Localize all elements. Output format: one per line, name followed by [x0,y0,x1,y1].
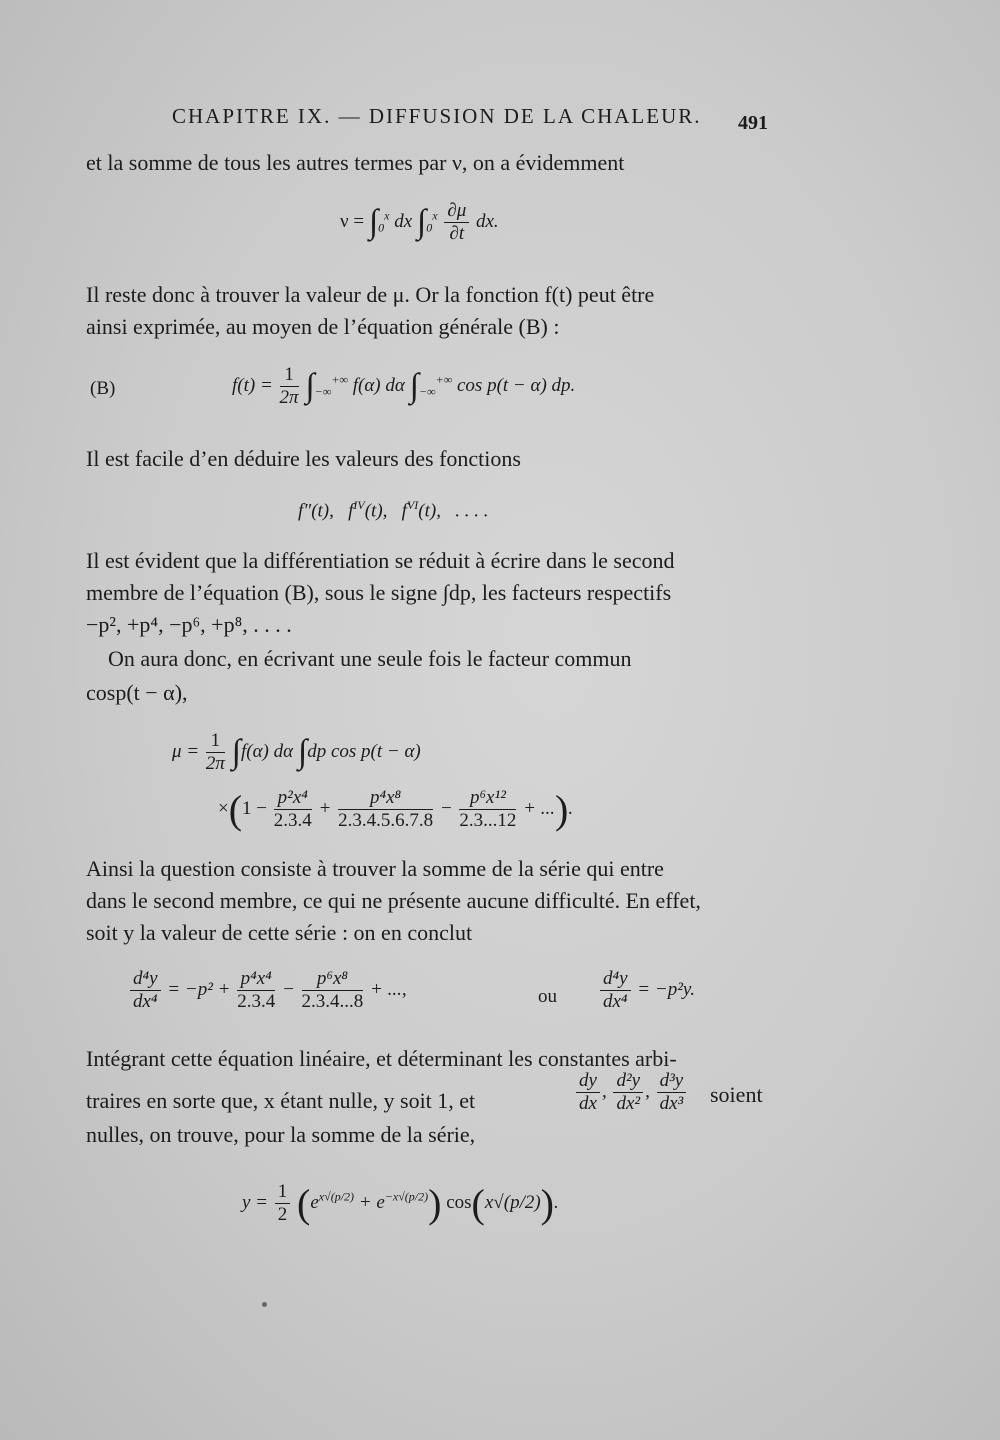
equation-solution: y = $\frac{1}{2}$ $(e^{x√(p/2)} + e^{-x√(p/2)})$ cos(x√(p/2)). [242,1181,559,1226]
equation-d4y-short: $\frac{\text{d⁴y}}{\text{dx⁴}}$ = −p²y. [598,968,695,1013]
equation-functions: f″(t), $f^{IV}(t)$, $f^{VI}(t)$, . . . . [298,498,489,522]
text-line: et la somme de tous les autres termes par ν, on a évidemment [86,150,625,175]
text-line: soient [710,1082,763,1107]
text-line: Intégrant cette équation linéaire, et déterminant les constantes arbi- [86,1046,677,1071]
text-line: Il reste donc à trouver la valeur de μ. Or la fonction f(t) peut être [86,282,655,307]
text-ou: ou [538,986,557,1007]
text-line: Ainsi la question consiste à trouver la somme de la série qui entre [86,856,664,881]
equation-d4y: $\frac{\text{d⁴y}}{\text{dx⁴}}$ = −p² + $\frac{\text{p⁴x⁴}}{2.3.4}$ − $\frac{\text{p⁶x⁸}}{2.3.4...8}$ + ..., [128,968,407,1013]
text-line: traires en sorte que, x étant nulle, y soit 1, et [86,1088,476,1113]
text-line: On aura donc, en écrivant une seule fois le facteur commun [108,646,632,671]
text-line: membre de l’équation (B), sous le signe ∫dp, les facteurs respectifs [86,580,672,605]
equation-nu: $\nu = \int_0^x$ dx $\int_0^x$ $\frac{\partial\mu}{\partial t}$ dx. [340,200,499,244]
text-line: dans le second membre, ce qui ne présente aucune difficulté. En effet, [86,888,701,913]
text-line: −p², +p⁴, −p⁶, +p⁸, . . . . [86,612,292,637]
text-line: soit y la valeur de cette série : on en conclut [86,920,473,945]
text-line: Il est évident que la différentiation se réduit à écrire dans le second [86,548,675,573]
running-header: CHAPITRE IX. — DIFFUSION DE LA CHALEUR. [172,104,702,128]
text-line: Il est facile d’en déduire les valeurs des fonctions [86,446,521,471]
text-line: nulles, on trouve, pour la somme de la série, [86,1122,476,1147]
equation-b-label: (B) [90,378,116,399]
equation-b: f(t) = $\frac{1}{2\pi}$ $\int_{-\infty}^{+\infty}$ f(α) dα $\int_{-\infty}^{+\infty}$ cos p(t − α) dp. [232,364,576,408]
ink-speck [262,1302,267,1307]
equation-mu: μ = $\frac{1}{2\pi}$ ∫f(α) dα ∫dp cos p(t − α) [172,730,421,774]
equation-derivatives: $\frac{dy}{dx}$ , $\frac{\text{d²y}}{\text{dx²}}$ , $\frac{\text{d³y}}{\text{dx³}}$ [574,1070,688,1115]
equation-series: ×(1 − $\frac{\text{p²x⁴}}{2.3.4}$ + $\frac{\text{p⁴x⁸}}{2.3.4.5.6.7.8}$ − $\frac{\text{p⁶x¹²}}{2.3...12}$ + ...). [218,787,574,832]
text-line: cosp(t − α), [86,680,188,705]
text-line: ainsi exprimée, au moyen de l’équation générale (B) : [86,314,560,339]
page-number: 491 [738,112,768,134]
